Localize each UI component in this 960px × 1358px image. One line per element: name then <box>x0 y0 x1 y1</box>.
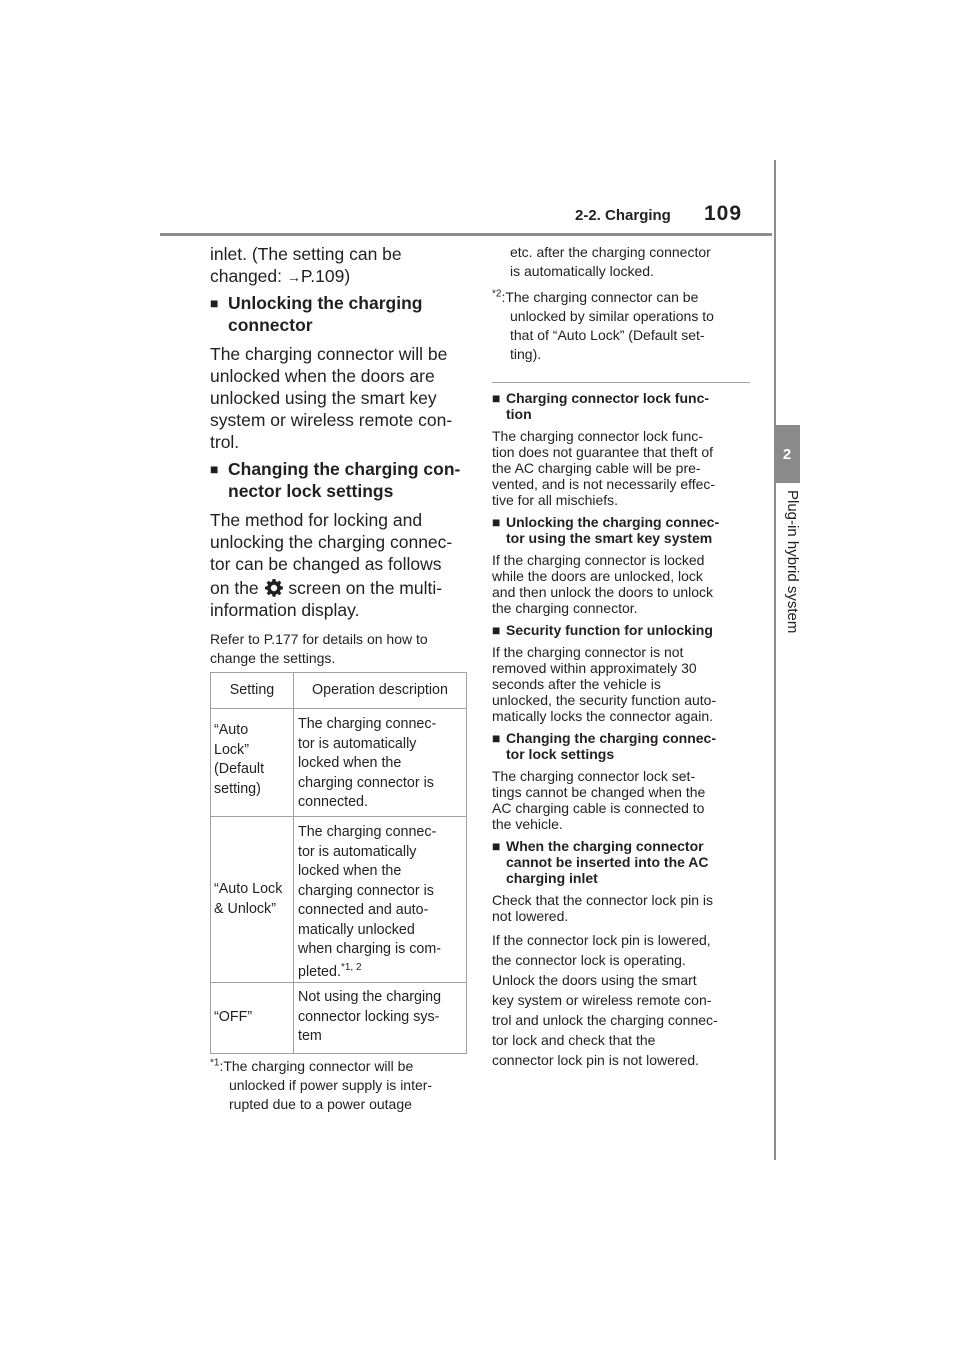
note-line: the AC charging cable will be pre- <box>492 460 701 476</box>
note-title-line <box>492 406 754 422</box>
note-section <box>492 622 754 724</box>
fn-line <box>492 288 714 307</box>
fn-line: unlocked if power supply is inter- <box>229 1077 433 1093</box>
fn-line: that of “Auto Lock” (Default set- <box>510 327 705 343</box>
note-title <box>492 730 754 762</box>
note-line: tings cannot be changed when the <box>492 784 706 800</box>
fn-text: :The charging connector can be <box>501 289 699 305</box>
cell-line: connector locking sys- <box>298 1008 440 1025</box>
table-header: Setting <box>211 673 294 709</box>
note-title-text: Security function for unlocking <box>506 622 713 638</box>
note-title-text: tor lock settings <box>506 746 615 762</box>
note-title-text: Changing the charging connec- <box>506 730 717 746</box>
note-title-text: charging inlet <box>506 870 598 886</box>
table-row <box>211 709 467 817</box>
note-title <box>492 514 754 546</box>
note-line: AC charging cable is connected to <box>492 800 705 816</box>
para-line: system or wireless remote con- <box>210 410 453 430</box>
fn-line: ting). <box>510 346 542 362</box>
bullet-icon: ■ <box>210 295 219 311</box>
note-line: tion does not guarantee that theft of <box>492 444 714 460</box>
table-header: Operation description <box>294 673 467 709</box>
note-line: and then unlock the doors to unlock <box>492 584 714 600</box>
screen-text: screen on the multi- <box>288 578 443 598</box>
note-line: seconds after the vehicle is <box>492 676 661 692</box>
note-line: Check that the connector lock pin is <box>492 892 714 908</box>
note-line: If the connector lock pin is lowered, <box>492 932 711 948</box>
bullet-icon: ■ <box>492 838 501 854</box>
note-title-line <box>492 870 754 886</box>
chapter-tab: 2 <box>774 425 800 483</box>
cell-line: “OFF” <box>214 1009 253 1026</box>
table-row <box>211 817 467 983</box>
cell-line: (Default <box>214 761 265 777</box>
bullet-icon: ■ <box>492 390 501 406</box>
intro-text <box>210 243 402 288</box>
fn-line: unlocked by similar operations to <box>510 308 714 324</box>
cell-line: locked when the <box>298 755 402 771</box>
cell-line: matically unlocked <box>298 921 415 938</box>
note-line: Unlock the doors using the smart <box>492 972 697 988</box>
intro-ref: P.109) <box>300 266 351 286</box>
note-title-text: Unlocking the charging connec- <box>506 514 720 530</box>
footnote-mark: *2 <box>492 288 502 300</box>
note-section <box>492 514 754 616</box>
completed-text: pleted. <box>298 963 341 980</box>
note-line: vented, and is not necessarily effec- <box>492 476 716 492</box>
para-line: The method for locking and <box>210 510 423 530</box>
note-line: while the doors are unlocked, lock <box>492 568 703 584</box>
gear-icon <box>264 578 284 598</box>
description-cell <box>294 983 467 1054</box>
on-the-text: on the <box>210 578 259 598</box>
para-line: tor can be changed as follows <box>210 554 442 574</box>
note-title-line <box>492 838 754 854</box>
note-title-line <box>492 854 754 870</box>
note-title-line <box>492 530 754 546</box>
heading-unlock-line2: connector <box>228 315 313 335</box>
footnote-1 <box>210 1057 432 1114</box>
refer-line: change the settings. <box>210 650 336 666</box>
cell-line: tem <box>298 1028 322 1044</box>
cell-line: locked when the <box>298 863 402 879</box>
para-line: information display. <box>210 600 360 620</box>
intro-changed: changed: <box>210 266 287 286</box>
table-header-row <box>211 673 467 709</box>
refer-text <box>210 630 428 668</box>
note-title-text: cannot be inserted into the AC <box>506 854 709 870</box>
cell-line: & Unlock” <box>214 900 276 917</box>
note-title-line <box>492 622 754 638</box>
heading-unlock-line1: Unlocking the charging <box>228 293 423 313</box>
heading-changing <box>210 458 460 502</box>
method-paragraph <box>210 509 452 621</box>
setting-cell <box>211 983 294 1054</box>
note-line: connector lock pin is not lowered. <box>492 1052 699 1068</box>
note-title-text: When the charging connector <box>506 838 704 854</box>
note-line: tive for all mischiefs. <box>492 492 619 508</box>
fn-line <box>210 1057 432 1076</box>
note-title <box>492 622 754 638</box>
para-line: unlocked when the doors are <box>210 366 435 386</box>
cell-line: “Auto <box>214 722 249 738</box>
footnote-ref: *1, 2 <box>340 961 362 973</box>
note-title <box>492 838 754 886</box>
fn-line: etc. after the charging connector <box>510 244 711 260</box>
header-rule <box>160 233 772 236</box>
note-line: removed within approximately 30 <box>492 660 697 676</box>
cell-line: connected and auto- <box>298 902 429 918</box>
cell-line: setting) <box>214 780 261 797</box>
cell-line: Not using the charging <box>298 989 442 1005</box>
para-line <box>210 577 452 599</box>
note-title-text: tor using the smart key system <box>506 530 713 546</box>
bullet-icon: ■ <box>492 622 501 638</box>
note-paragraph <box>492 892 754 924</box>
note-line: the charging connector. <box>492 600 638 616</box>
unlock-paragraph <box>210 343 452 453</box>
bullet-icon: ■ <box>492 730 501 746</box>
footnote-mark: *1 <box>210 1057 220 1069</box>
cell-line: charging connector is <box>298 774 434 791</box>
section-title: 2-2. Charging <box>575 207 671 224</box>
note-line: If the charging connector is not <box>492 644 684 660</box>
note-line: unlocked, the security function auto- <box>492 692 717 708</box>
note-paragraph <box>492 930 754 1070</box>
note-title-line <box>492 390 754 406</box>
note-title-line <box>492 746 754 762</box>
cell-line: “Auto Lock <box>214 881 283 897</box>
para-line: unlocking the charging connec- <box>210 532 453 552</box>
note-paragraph <box>492 428 754 508</box>
arrow-icon: → <box>286 269 301 285</box>
intro-line-1: inlet. (The setting can be <box>210 244 402 264</box>
note-section <box>492 390 754 508</box>
note-line: the vehicle. <box>492 816 563 832</box>
note-title-line <box>492 514 754 530</box>
note-line: matically locks the connector again. <box>492 708 713 724</box>
bullet-icon: ■ <box>210 461 219 477</box>
fn-line: rupted due to a power outage <box>229 1096 412 1112</box>
page-number: 109 <box>704 202 743 225</box>
note-paragraph <box>492 552 754 616</box>
note-paragraph <box>492 644 754 724</box>
fn-line: is automatically locked. <box>510 263 654 279</box>
description-cell <box>294 817 467 983</box>
fn-text: :The charging connector will be <box>219 1058 414 1074</box>
cell-line: tor is automatically <box>298 843 417 860</box>
heading-change-line2: nector lock settings <box>228 481 394 501</box>
side-rule <box>774 160 776 1160</box>
para-line: unlocked using the smart key <box>210 388 437 408</box>
note-line: tor lock and check that the <box>492 1032 656 1048</box>
cell-line <box>298 963 462 983</box>
intro-line-2 <box>210 265 402 288</box>
note-line: not lowered. <box>492 908 569 924</box>
note-line: The charging connector lock func- <box>492 428 703 444</box>
note-title-text: tion <box>506 406 532 422</box>
heading-unlocking <box>210 292 422 336</box>
notes-column <box>492 390 754 1076</box>
cell-line: when charging is com- <box>298 941 442 957</box>
setting-cell <box>211 817 294 983</box>
setting-cell <box>211 709 294 817</box>
note-line: The charging connector lock set- <box>492 768 696 784</box>
note-title <box>492 390 754 422</box>
cell-line: The charging connec- <box>298 716 437 732</box>
bullet-icon: ■ <box>492 514 501 530</box>
divider <box>492 382 750 383</box>
heading-change-line1: Changing the charging con- <box>228 459 461 479</box>
refer-line: Refer to P.177 for details on how to <box>210 631 428 647</box>
note-line: the connector lock is operating. <box>492 952 686 968</box>
note-paragraph <box>492 768 754 832</box>
cell-line: The charging connec- <box>298 824 437 840</box>
para-line: trol. <box>210 432 240 452</box>
note-section <box>492 838 754 1070</box>
note-line: trol and unlock the charging connec- <box>492 1012 718 1028</box>
cell-line: connected. <box>298 794 368 810</box>
description-cell <box>294 709 467 817</box>
footnote-2 <box>492 288 714 364</box>
note-line: If the charging connector is locked <box>492 552 705 568</box>
para-line: The charging connector will be <box>210 344 448 364</box>
chapter-label: Plug-in hybrid system <box>784 490 801 634</box>
footnote-1-continued <box>510 243 711 281</box>
note-title-line <box>492 730 754 746</box>
note-line: key system or wireless remote con- <box>492 992 712 1008</box>
note-section <box>492 730 754 832</box>
table-row <box>211 983 467 1054</box>
cell-line: Lock” <box>214 741 249 758</box>
note-title-text: Charging connector lock func- <box>506 390 710 406</box>
cell-line: tor is automatically <box>298 735 417 752</box>
settings-table <box>210 672 467 1054</box>
cell-line: charging connector is <box>298 882 434 899</box>
